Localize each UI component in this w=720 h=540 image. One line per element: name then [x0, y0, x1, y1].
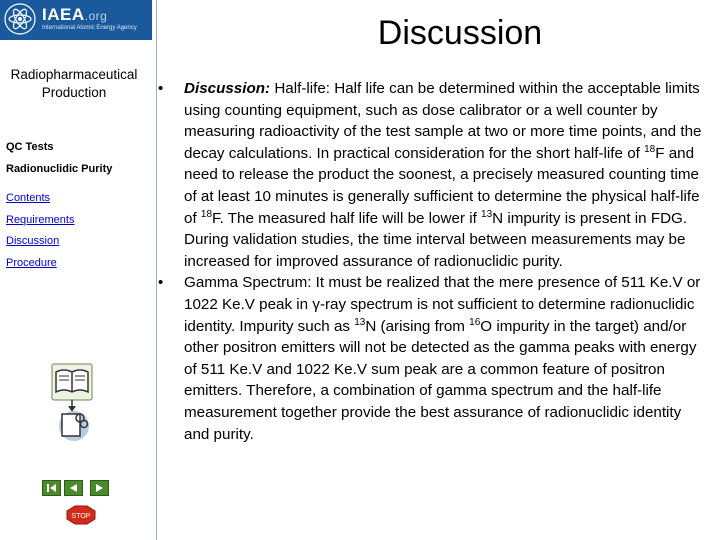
bullet-gamma-spectrum: [156, 272, 708, 445]
sidebar-subtitle-line2: Radionuclidic Purity: [6, 163, 113, 175]
sidebar-subtitle: [6, 136, 112, 180]
text-segment: Gamma Spectrum: It must be realized that the mere presence of 511 Ke.V or 1022 Ke.V peak in γ-ray spectrum is not sufficient to determine radionuclidic identity. Impurity such as: [184, 274, 701, 335]
bullet-marker: •: [158, 80, 164, 97]
superscript: 13: [354, 316, 366, 328]
sidebar-nav: [6, 188, 74, 274]
nav-link-contents[interactable]: Contents: [6, 192, 51, 204]
previous-slide-button[interactable]: [64, 480, 83, 496]
superscript: 16: [469, 316, 481, 328]
skip-back-icon: [43, 481, 60, 495]
sidebar-title: Radiopharmaceutical Production: [10, 67, 138, 100]
stop-button[interactable]: [66, 505, 96, 525]
first-slide-button[interactable]: [42, 480, 61, 496]
logo-wordmark: IAEA.org: [42, 5, 108, 24]
sidebar: [0, 0, 157, 540]
bullet-text: [184, 272, 708, 445]
next-slide-button[interactable]: [90, 480, 109, 496]
bullet-marker: •: [158, 274, 164, 292]
superscript: 18: [644, 143, 656, 155]
stop-label: STOP: [71, 513, 91, 520]
book-flask-icon: [50, 362, 96, 442]
nav-link-requirements[interactable]: Requirements: [6, 213, 75, 226]
text-segment: F and need to release the product the soonest, a precisely measured counting time of at least 10 minutes is generally sufficient to determine the physical half-life of: [184, 144, 700, 227]
superscript: 18: [200, 208, 213, 220]
text-segment: N impurity is present in FDG. During validation studies, the time interval between measurements may be increased for improved assurance of radionuclidic purity.: [184, 209, 688, 270]
nav-link-procedure[interactable]: Procedure: [6, 256, 57, 269]
superscript: 13: [481, 208, 493, 220]
text-segment: Half-life: Half life can be determined within the acceptable limits using counting equipment, such as dose calibrator or a well counter by measuring radioactivity of the test sample at two or more time points, and the decay calculations. In practical consideration for the short half-life of: [184, 80, 702, 162]
slide-title: Discussion: [377, 14, 543, 52]
text-segment: F. The measured half life will be lower if: [212, 209, 482, 227]
atom-emblem-icon: [4, 3, 36, 35]
arrow-right-icon: [91, 481, 108, 495]
nav-link-discussion[interactable]: Discussion: [6, 235, 60, 247]
iaea-logo[interactable]: [0, 0, 152, 40]
arrow-left-icon: [65, 481, 82, 495]
slide-content: [156, 78, 708, 445]
text-segment: O impurity in the target) and/or other positron emitters will not be detected as the gamma peaks with energy of 511 Ke.V and 1022 Ke.V sum peak are a common feature of positron emitters. Therefore, a combination of gamma spectrum and the half-life measurement together provide the best assurance of radionuclidic identity and purity.: [184, 317, 697, 443]
logo-tagline: International Atomic Energy Agency: [42, 25, 137, 31]
sidebar-subtitle-line1: QC Tests: [6, 141, 54, 153]
text-segment: N (arising from: [365, 317, 470, 335]
bullet-half-life: [156, 78, 708, 272]
bullet-text: [184, 78, 708, 272]
bullet-lead: Discussion:: [184, 80, 271, 97]
